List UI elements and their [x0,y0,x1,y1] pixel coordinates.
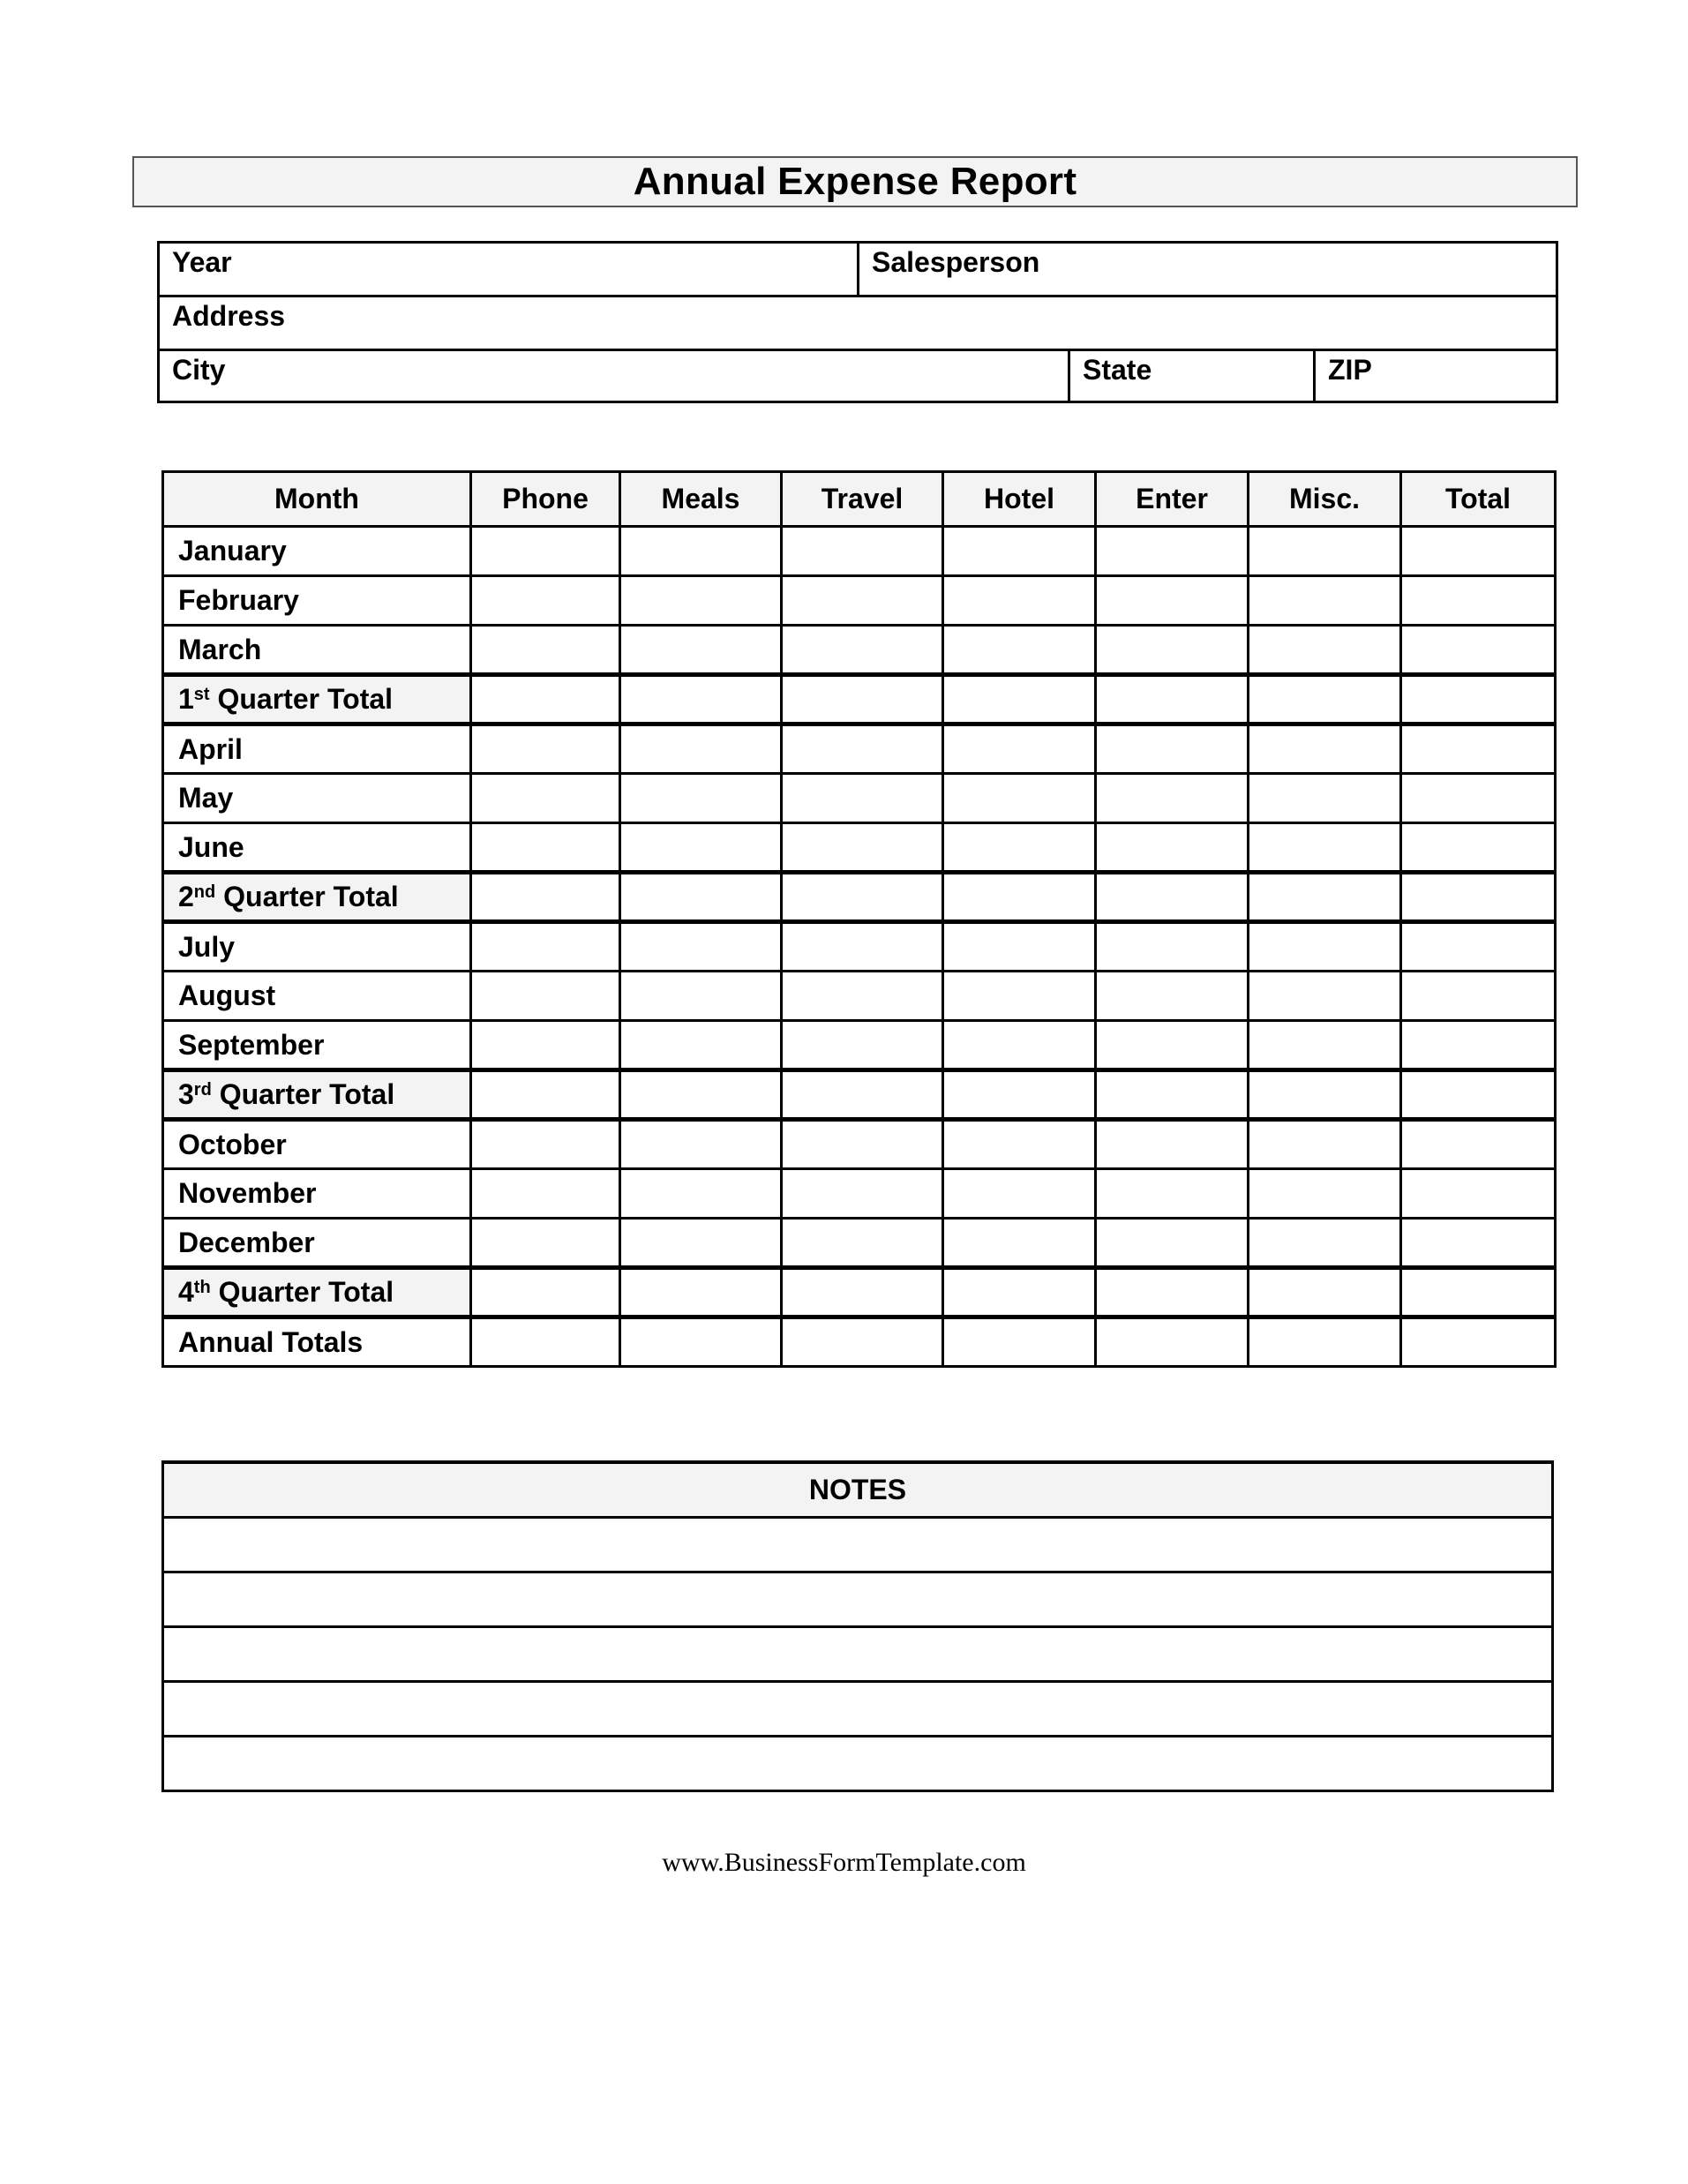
notes-line[interactable] [163,1626,1553,1681]
expense-cell-enter[interactable] [1096,626,1249,675]
expense-cell-total[interactable] [1401,1317,1556,1367]
expense-cell-phone[interactable] [471,626,620,675]
notes-header-row [163,1462,1553,1517]
expense-cell-total[interactable] [1401,675,1556,724]
expense-cell-phone[interactable] [471,675,620,724]
expense-cell-enter[interactable] [1096,724,1249,774]
notes-line[interactable] [163,1517,1553,1572]
quarter-ordinal-suffix: nd [193,882,216,902]
expense-cell-phone[interactable] [471,724,620,774]
expense-cell-meals[interactable] [620,774,782,823]
notes-line-row [163,1681,1553,1736]
quarter-number: 1 [178,683,194,715]
expense-cell-travel[interactable] [782,972,943,1021]
expense-cell-hotel[interactable] [943,1021,1096,1070]
quarter-total-row [163,1268,1556,1317]
expense-cell-travel[interactable] [782,823,943,873]
notes-line-row [163,1736,1553,1790]
expense-cell-misc[interactable] [1249,675,1401,724]
expense-cell-total[interactable] [1401,972,1556,1021]
expense-cell-enter[interactable] [1096,774,1249,823]
expense-cell-total[interactable] [1401,1169,1556,1219]
expense-cell-meals[interactable] [620,1070,782,1120]
expense-cell-phone[interactable] [471,823,620,873]
expense-cell-meals[interactable] [620,1169,782,1219]
expense-cell-misc[interactable] [1249,527,1401,576]
expense-cell-phone[interactable] [471,873,620,922]
expense-cell-enter[interactable] [1096,675,1249,724]
row-label: February [163,576,471,626]
expense-cell-meals[interactable] [620,972,782,1021]
row-label: July [163,922,471,972]
row-label: May [163,774,471,823]
expense-cell-travel[interactable] [782,1021,943,1070]
row-label [163,1070,471,1120]
expense-cell-misc[interactable] [1249,823,1401,873]
expense-cell-enter[interactable] [1096,527,1249,576]
column-header-month: Month [163,472,471,527]
expense-cell-hotel[interactable] [943,1169,1096,1219]
table-row [163,527,1556,576]
expense-cell-meals[interactable] [620,922,782,972]
row-label: January [163,527,471,576]
row-label [163,873,471,922]
quarter-label-text: Quarter Total [211,1078,395,1110]
expense-cell-hotel[interactable] [943,675,1096,724]
expense-cell-hotel[interactable] [943,873,1096,922]
expense-cell-hotel[interactable] [943,1120,1096,1169]
expense-cell-enter[interactable] [1096,1120,1249,1169]
expense-cell-hotel[interactable] [943,576,1096,626]
expense-cell-phone[interactable] [471,527,620,576]
header-info-box [157,241,1558,403]
quarter-total-row [163,873,1556,922]
quarter-ordinal-suffix: rd [193,1080,212,1100]
expense-cell-meals[interactable] [620,1268,782,1317]
row-label: December [163,1219,471,1268]
expense-cell-misc[interactable] [1249,1268,1401,1317]
info-row-year [160,244,1556,297]
expense-cell-travel[interactable] [782,873,943,922]
row-label: September [163,1021,471,1070]
expense-cell-enter[interactable] [1096,576,1249,626]
expense-cell-travel[interactable] [782,1268,943,1317]
table-row [163,922,1556,972]
expense-cell-total[interactable] [1401,576,1556,626]
expense-cell-hotel[interactable] [943,972,1096,1021]
row-label: June [163,823,471,873]
expense-cell-enter[interactable] [1096,1021,1249,1070]
expense-cell-travel[interactable] [782,675,943,724]
expense-cell-meals[interactable] [620,626,782,675]
column-header-meals: Meals [620,472,782,527]
expense-cell-meals[interactable] [620,823,782,873]
expense-cell-hotel[interactable] [943,626,1096,675]
notes-line[interactable] [163,1572,1553,1626]
table-row [163,1021,1556,1070]
footer-url: www.BusinessFormTemplate.com [662,1848,1026,1877]
zip-field[interactable] [1316,351,1556,401]
expense-cell-phone[interactable] [471,576,620,626]
expense-cell-travel[interactable] [782,1219,943,1268]
expense-cell-meals[interactable] [620,1120,782,1169]
table-row [163,724,1556,774]
expense-cell-misc[interactable] [1249,1070,1401,1120]
expense-cell-total[interactable] [1401,873,1556,922]
address-label: Address [172,300,286,332]
expense-cell-hotel[interactable] [943,922,1096,972]
expense-cell-hotel[interactable] [943,1268,1096,1317]
expense-cell-total[interactable] [1401,1219,1556,1268]
state-field[interactable] [1070,351,1316,401]
expense-cell-hotel[interactable] [943,527,1096,576]
expense-cell-total[interactable] [1401,626,1556,675]
expense-cell-hotel[interactable] [943,774,1096,823]
row-label: November [163,1169,471,1219]
quarter-label-text: Quarter Total [215,881,399,912]
quarter-total-row [163,1070,1556,1120]
expense-cell-total[interactable] [1401,724,1556,774]
expense-cell-travel[interactable] [782,774,943,823]
notes-heading: NOTES [163,1462,1553,1517]
info-row-city [160,351,1556,401]
salesperson-label: Salesperson [872,246,1040,278]
expense-cell-travel[interactable] [782,1169,943,1219]
expense-cell-enter[interactable] [1096,1070,1249,1120]
expense-cell-hotel[interactable] [943,724,1096,774]
expense-cell-meals[interactable] [620,1219,782,1268]
expense-cell-misc[interactable] [1249,1219,1401,1268]
expense-cell-total[interactable] [1401,1268,1556,1317]
table-row [163,1120,1556,1169]
row-label: April [163,724,471,774]
expense-cell-total[interactable] [1401,1021,1556,1070]
expense-cell-phone[interactable] [471,972,620,1021]
page-title: Annual Expense Report [132,156,1578,207]
expense-cell-misc[interactable] [1249,1120,1401,1169]
column-header-total: Total [1401,472,1556,527]
expense-cell-total[interactable] [1401,922,1556,972]
expense-cell-misc[interactable] [1249,576,1401,626]
table-row [163,774,1556,823]
quarter-ordinal-suffix: st [193,685,210,704]
expense-cell-misc[interactable] [1249,972,1401,1021]
expense-cell-phone[interactable] [471,1070,620,1120]
expense-cell-misc[interactable] [1249,922,1401,972]
expense-cell-phone[interactable] [471,1169,620,1219]
expense-table-body [163,527,1556,1367]
quarter-number: 3 [178,1078,194,1110]
row-label: October [163,1120,471,1169]
year-label: Year [172,246,232,278]
table-row [163,1317,1556,1367]
expense-cell-phone[interactable] [471,1120,620,1169]
expense-cell-total[interactable] [1401,527,1556,576]
expense-cell-total[interactable] [1401,1070,1556,1120]
row-label: August [163,972,471,1021]
table-row [163,1169,1556,1219]
quarter-number: 4 [178,1276,194,1308]
expense-cell-hotel[interactable] [943,1317,1096,1367]
notes-line-row [163,1572,1553,1626]
table-row [163,1219,1556,1268]
row-label: March [163,626,471,675]
expense-cell-hotel[interactable] [943,1219,1096,1268]
expense-cell-enter[interactable] [1096,1317,1249,1367]
city-label: City [172,354,226,386]
expense-cell-enter[interactable] [1096,1268,1249,1317]
column-header-phone: Phone [471,472,620,527]
quarter-label-text: Quarter Total [209,683,394,715]
zip-label: ZIP [1328,354,1372,386]
expense-cell-meals[interactable] [620,724,782,774]
expense-cell-enter[interactable] [1096,1219,1249,1268]
salesperson-field[interactable] [859,244,1556,295]
expense-cell-phone[interactable] [471,1021,620,1070]
expense-cell-misc[interactable] [1249,626,1401,675]
expense-cell-enter[interactable] [1096,873,1249,922]
notes-line[interactable] [163,1736,1553,1790]
expense-cell-travel[interactable] [782,576,943,626]
expense-cell-meals[interactable] [620,527,782,576]
notes-line-row [163,1517,1553,1572]
expense-cell-enter[interactable] [1096,823,1249,873]
expense-cell-meals[interactable] [620,1317,782,1367]
quarter-label-text: Quarter Total [210,1276,394,1308]
expense-cell-enter[interactable] [1096,922,1249,972]
notes-line-row [163,1626,1553,1681]
expense-cell-hotel[interactable] [943,823,1096,873]
expense-cell-travel[interactable] [782,724,943,774]
expense-cell-phone[interactable] [471,1317,620,1367]
notes-table [161,1460,1554,1792]
expense-cell-phone[interactable] [471,774,620,823]
expense-cell-misc[interactable] [1249,1317,1401,1367]
table-row [163,823,1556,873]
expense-cell-phone[interactable] [471,1268,620,1317]
expense-cell-total[interactable] [1401,1120,1556,1169]
expense-table [161,470,1557,1368]
quarter-total-row [163,675,1556,724]
expense-cell-travel[interactable] [782,1317,943,1367]
expense-cell-total[interactable] [1401,823,1556,873]
expense-cell-travel[interactable] [782,1070,943,1120]
expense-cell-travel[interactable] [782,626,943,675]
expense-cell-meals[interactable] [620,675,782,724]
state-label: State [1083,354,1152,386]
quarter-ordinal-suffix: th [193,1278,211,1297]
column-header-enter: Enter [1096,472,1249,527]
year-field[interactable] [160,244,859,295]
expense-cell-hotel[interactable] [943,1070,1096,1120]
expense-cell-enter[interactable] [1096,972,1249,1021]
expense-cell-total[interactable] [1401,774,1556,823]
expense-cell-phone[interactable] [471,922,620,972]
expense-cell-meals[interactable] [620,1021,782,1070]
address-field[interactable] [160,297,1556,349]
expense-cell-enter[interactable] [1096,1169,1249,1219]
expense-cell-travel[interactable] [782,527,943,576]
expense-cell-misc[interactable] [1249,873,1401,922]
expense-cell-travel[interactable] [782,1120,943,1169]
column-header-travel: Travel [782,472,943,527]
quarter-number: 2 [178,881,194,912]
expense-cell-phone[interactable] [471,1219,620,1268]
expense-cell-travel[interactable] [782,922,943,972]
row-label [163,675,471,724]
row-label [163,1268,471,1317]
table-row [163,626,1556,675]
info-row-address [160,297,1556,351]
table-header-row [163,472,1556,527]
expense-cell-misc[interactable] [1249,774,1401,823]
city-field[interactable] [160,351,1070,401]
column-header-hotel: Hotel [943,472,1096,527]
row-label: Annual Totals [163,1317,471,1367]
expense-cell-misc[interactable] [1249,1021,1401,1070]
expense-cell-meals[interactable] [620,873,782,922]
table-row [163,576,1556,626]
expense-cell-misc[interactable] [1249,1169,1401,1219]
expense-cell-meals[interactable] [620,576,782,626]
table-row [163,972,1556,1021]
column-header-misc: Misc. [1249,472,1401,527]
expense-cell-misc[interactable] [1249,724,1401,774]
notes-line[interactable] [163,1681,1553,1736]
